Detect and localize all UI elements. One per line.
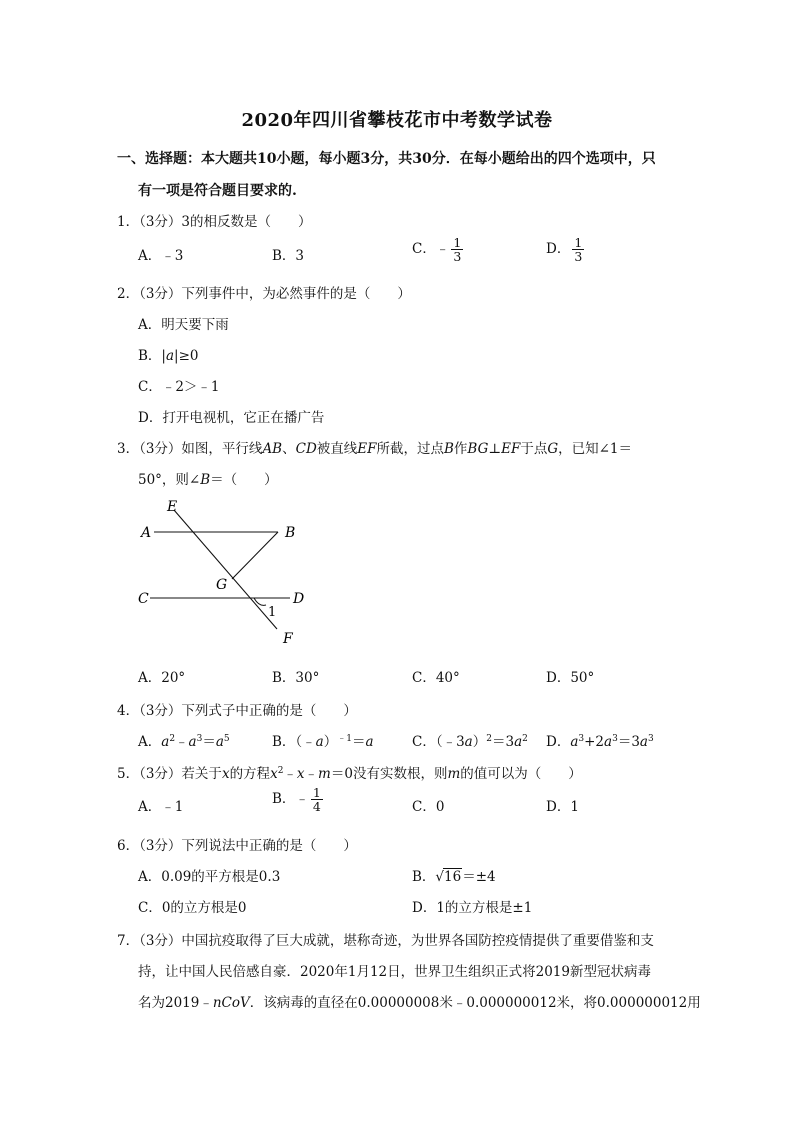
q7-stem-line3: 名为2019﹣nCoV．该病毒的直径在0.00000008米﹣0.000000012米，将0.000000012用 [138, 995, 701, 1011]
fraction: $\frac{1}{3}$ [574, 235, 583, 265]
q2-option-d: D．打开电视机，它正在播广告 [138, 410, 325, 426]
q4-option-c: C．$(﹣3a)^2=3a^2$ [412, 734, 528, 750]
q5-stem: 5．（3分）若关于x的方程$x^2﹣x﹣m=0$没有实数根，则m的值可以为（ ） [117, 766, 582, 782]
section-heading-line2: 有一项是符合题目要求的. [138, 183, 297, 199]
q3-stem-line1: 3．（3分）如图，平行线AB、CD被直线EF所截，过点B作BG⊥EF于点G，已知∠1＝ [117, 441, 633, 457]
q2-stem: 2．（3分）下列事件中，为必然事件的是（ ） [117, 286, 411, 302]
q1-stem: 1．（3分）3的相反数是（ ） [117, 214, 312, 230]
page-title: 2020年四川省攀枝花市中考数学试卷 [241, 110, 553, 131]
q4-option-b: B．（﹣a）$^{﹣1}$＝a [272, 734, 374, 750]
q7-stem-line2: 持，让中国人民倍感自豪．2020年1月12日，世界卫生组织正式将2019新型冠状病毒 [138, 964, 651, 980]
q5-option-b: B．﹣ $\frac{1}{4}$ [272, 785, 321, 815]
q1-option-c: C．﹣ $\frac{1}{3}$ [412, 235, 462, 265]
q1-option-b: B．3 [272, 248, 305, 264]
q5-option-d: D．1 [546, 799, 579, 815]
fraction: $\frac{1}{3}$ [453, 235, 462, 265]
q4-option-a: A．$a^2﹣a^3=a^5$ [138, 734, 230, 750]
section-heading-line1: 一、选择题：本大题共10小题，每小题3分，共30分．在每小题给出的四个选项中，只 [117, 151, 656, 167]
q3-figure [130, 495, 320, 650]
label-g: G [216, 577, 228, 593]
q6-option-c: C．0的立方根是0 [138, 900, 247, 916]
q6-stem: 6．（3分）下列说法中正确的是（ ） [117, 838, 357, 854]
q6-option-d: D．1的立方根是±1 [412, 900, 533, 916]
label-a: A [141, 525, 152, 541]
q7-stem-line1: 7．（3分）中国抗疫取得了巨大成就，堪称奇迹，为世界各国防控疫情提供了重要借鉴和支 [117, 933, 654, 949]
q4-stem: 4．（3分）下列式子中正确的是（ ） [117, 703, 357, 719]
label-b: B [285, 525, 296, 541]
segment-bg [232, 532, 278, 579]
label-c: C [138, 591, 149, 607]
line-ef [174, 510, 277, 629]
q5-option-c: C．0 [412, 799, 445, 815]
q4-option-d: D．$a^3+2a^3=3a^3$ [546, 734, 654, 750]
q2-option-b: B．|a|≥0 [138, 348, 199, 364]
fraction: $\frac{1}{4}$ [312, 785, 321, 815]
q2-option-c: C．﹣2＞﹣1 [138, 379, 220, 395]
label-e: E [167, 499, 178, 515]
q3-option-a: A．20° [138, 670, 186, 686]
sqrt-symbol: √16 [435, 869, 462, 885]
label-d: D [293, 591, 305, 607]
q3-option-b: B．30° [272, 670, 320, 686]
q1-option-d: D． $\frac{1}{3}$ [546, 235, 583, 265]
q6-option-a: A．0.09的平方根是0.3 [138, 869, 281, 885]
label-f: F [283, 631, 293, 647]
q2-option-a: A．明天要下雨 [138, 317, 229, 333]
q1-option-a: A．﹣3 [138, 248, 184, 264]
q3-stem-line2: 50°，则∠B＝（ ） [138, 472, 278, 488]
q6-option-b: B．√16＝±4 [412, 869, 496, 885]
label-angle-1: 1 [268, 605, 277, 620]
q3-option-d: D．50° [546, 670, 595, 686]
q3-option-c: C．40° [412, 670, 460, 686]
q5-option-a: A．﹣1 [138, 799, 184, 815]
